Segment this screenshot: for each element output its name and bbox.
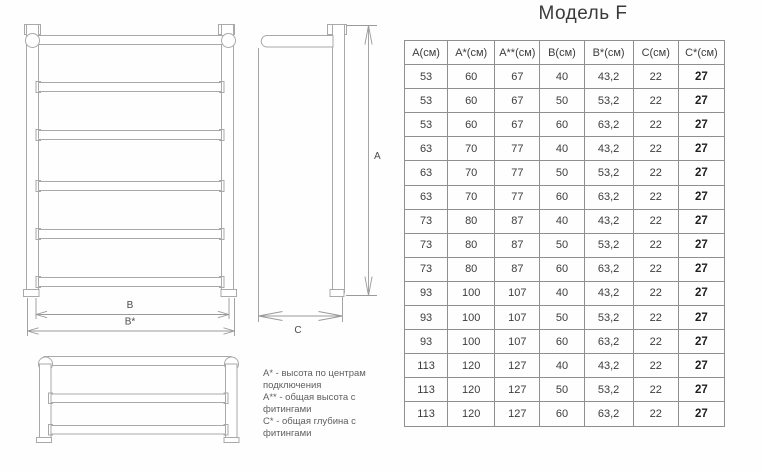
front-view-drawing [0, 0, 250, 345]
table-row [405, 233, 725, 257]
dimensions-table [404, 40, 725, 427]
table-cell: 53 [405, 89, 448, 113]
table-cell: 50 [540, 306, 584, 330]
table-cell: 50 [540, 89, 584, 113]
table-cell: 40 [540, 209, 584, 233]
table-cell: 60 [540, 402, 584, 426]
table-cell: 127 [495, 354, 540, 378]
table-cell: 43,2 [584, 137, 633, 161]
table-cell: 22 [633, 257, 678, 281]
table-cell: 22 [633, 281, 678, 305]
table-cell: 127 [495, 378, 540, 402]
table-cell: 63,2 [584, 330, 633, 354]
table-cell: 50 [540, 161, 584, 185]
shelf-frame [37, 357, 240, 443]
table-row [405, 161, 725, 185]
table-cell: 73 [405, 233, 448, 257]
wall-arm [261, 36, 333, 48]
table-cell: 63,2 [584, 185, 633, 209]
dimension-a [346, 26, 381, 296]
table-cell: 70 [448, 137, 495, 161]
table-cell: 63 [405, 185, 448, 209]
table-cell: 50 [540, 233, 584, 257]
table-cell: 53,2 [584, 161, 633, 185]
dim-label-c: C [294, 325, 302, 336]
fitting-circle [26, 34, 40, 48]
table-row [405, 257, 725, 281]
table-cell: 27 [678, 209, 724, 233]
rail [36, 277, 224, 288]
rail [49, 425, 229, 436]
table-cell: 113 [405, 354, 448, 378]
table-row [405, 89, 725, 113]
table-row [405, 281, 725, 305]
table-cell: 27 [678, 257, 724, 281]
table-row [405, 330, 725, 354]
table-row [405, 402, 725, 426]
table-cell: 27 [678, 185, 724, 209]
table-row [405, 306, 725, 330]
table-cell: 43,2 [584, 281, 633, 305]
table-cell: 27 [678, 354, 724, 378]
table-cell: 63,2 [584, 402, 633, 426]
table-cell: 120 [448, 378, 495, 402]
table-cell: 120 [448, 402, 495, 426]
table-cell: 70 [448, 185, 495, 209]
table-row [405, 185, 725, 209]
table-cell: 63 [405, 161, 448, 185]
rail [36, 229, 224, 240]
table-cell: 50 [540, 378, 584, 402]
table-cell: 22 [633, 113, 678, 137]
table-cell: 22 [633, 209, 678, 233]
table-cell: 27 [678, 402, 724, 426]
table-cell: 67 [495, 65, 540, 89]
table-cell: 27 [678, 233, 724, 257]
table-cell: 53,2 [584, 89, 633, 113]
dim-label-a: A [374, 151, 381, 162]
table-cell: 22 [633, 306, 678, 330]
table-cell: 27 [678, 137, 724, 161]
table-cell: 40 [540, 137, 584, 161]
table-cell: 127 [495, 402, 540, 426]
legend-item: А** - общая высота с фитингами [263, 392, 356, 415]
table-cell: 100 [448, 281, 495, 305]
table-cell: 22 [633, 137, 678, 161]
table-cell: 80 [448, 209, 495, 233]
table-cell: 27 [678, 113, 724, 137]
table-cell: 27 [678, 89, 724, 113]
table-cell: 87 [495, 209, 540, 233]
dimensions-table-body [405, 65, 725, 426]
table-cell: 67 [495, 113, 540, 137]
table-cell: 63,2 [584, 257, 633, 281]
table-cell: 53,2 [584, 233, 633, 257]
rail [36, 130, 224, 141]
page-title: Модель F [538, 3, 628, 24]
front-view-frame [24, 25, 237, 297]
dim-label-b-star: B* [124, 316, 136, 328]
table-cell: 27 [678, 306, 724, 330]
table-cell: 60 [448, 89, 495, 113]
table-cell: 63 [405, 137, 448, 161]
table-cell: 27 [678, 330, 724, 354]
table-cell: 80 [448, 233, 495, 257]
table-row [405, 378, 725, 402]
table-cell: 22 [633, 402, 678, 426]
table-cell: 63,2 [584, 113, 633, 137]
table-cell: 93 [405, 281, 448, 305]
table-cell: 60 [540, 185, 584, 209]
table-cell: 53 [405, 113, 448, 137]
table-cell: 120 [448, 354, 495, 378]
table-cell: 93 [405, 306, 448, 330]
table-cell: 27 [678, 281, 724, 305]
table-cell: 40 [540, 354, 584, 378]
table-cell: 87 [495, 233, 540, 257]
table-cell: 77 [495, 185, 540, 209]
table-cell: 87 [495, 257, 540, 281]
table-cell: 60 [540, 113, 584, 137]
table-cell: 22 [633, 354, 678, 378]
column-header: А*(см) [448, 41, 495, 65]
column-header: А**(см) [495, 41, 540, 65]
table-cell: 53,2 [584, 306, 633, 330]
column-header: С*(см) [678, 41, 724, 65]
table-cell: 60 [540, 330, 584, 354]
table-cell: 22 [633, 185, 678, 209]
table-cell: 80 [448, 257, 495, 281]
table-cell: 53,2 [584, 378, 633, 402]
table-cell: 22 [633, 330, 678, 354]
table-cell: 60 [448, 113, 495, 137]
side-view-frame [261, 25, 346, 297]
table-cell: 27 [678, 65, 724, 89]
table-row [405, 354, 725, 378]
table-cell: 22 [633, 65, 678, 89]
table-row [405, 65, 725, 89]
table-cell: 113 [405, 378, 448, 402]
table-cell: 40 [540, 65, 584, 89]
table-cell: 53 [405, 65, 448, 89]
table-cell: 22 [633, 233, 678, 257]
table-cell: 27 [678, 161, 724, 185]
dim-label-b: B [126, 300, 134, 311]
column-header: А(см) [405, 41, 448, 65]
table-header-row [405, 41, 725, 65]
table-cell: 107 [495, 306, 540, 330]
table-cell: 67 [495, 89, 540, 113]
table-cell: 43,2 [584, 354, 633, 378]
table-cell: 100 [448, 306, 495, 330]
table-cell: 107 [495, 281, 540, 305]
table-cell: 77 [495, 161, 540, 185]
rail [36, 82, 224, 93]
table-cell: 60 [540, 257, 584, 281]
rail [49, 393, 229, 404]
table-row [405, 113, 725, 137]
legend-item: С* - общая глубина с фитингами [263, 416, 356, 439]
table-cell: 113 [405, 402, 448, 426]
table-row [405, 137, 725, 161]
table-cell: 43,2 [584, 65, 633, 89]
table-cell: 77 [495, 137, 540, 161]
column-header: В*(см) [584, 41, 633, 65]
table-cell: 70 [448, 161, 495, 185]
table-cell: 22 [633, 161, 678, 185]
table-cell: 100 [448, 330, 495, 354]
column-header: С(см) [633, 41, 678, 65]
table-cell: 43,2 [584, 209, 633, 233]
table-cell: 60 [448, 65, 495, 89]
table-cell: 27 [678, 378, 724, 402]
fitting-circle [222, 34, 236, 48]
side-view-drawing [245, 0, 390, 345]
table-cell: 73 [405, 257, 448, 281]
table-cell: 22 [633, 378, 678, 402]
table-cell: 40 [540, 281, 584, 305]
table-cell: 107 [495, 330, 540, 354]
column-header: В(см) [540, 41, 584, 65]
dimension-legend [263, 368, 367, 440]
table-cell: 22 [633, 89, 678, 113]
table-cell: 73 [405, 209, 448, 233]
shelf-view-drawing [15, 345, 250, 455]
table-row [405, 209, 725, 233]
table-cell: 93 [405, 330, 448, 354]
legend-item: А* - высота по центрам подключения [263, 368, 366, 391]
rail [36, 181, 224, 192]
